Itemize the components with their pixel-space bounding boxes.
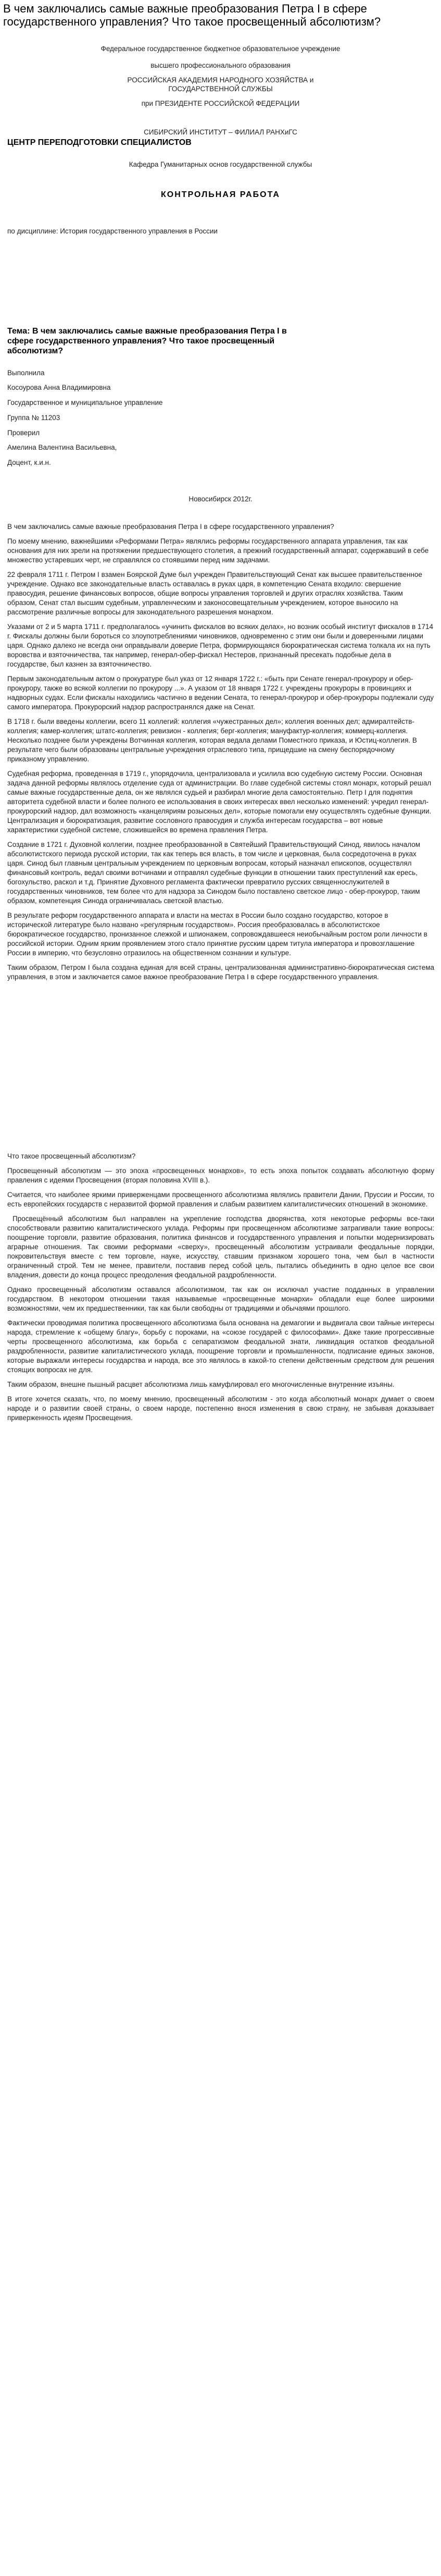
section-peter-reforms [7, 522, 434, 987]
paragraph: Таким образом, внешне пышный расцвет абсолютизма лишь камуфлировал его многочисленные внутренние изъяны. [7, 1381, 395, 1388]
page-title: В чем заключались самые важные преобразования Петра I в сфере государственного управления? Что такое просвещенный абсолютизм? [3, 2, 381, 28]
teacher-title: Доцент, к.и.н. [7, 459, 51, 466]
paragraph-question-2: Что такое просвещенный абсолютизм? [7, 1152, 136, 1160]
group-number: Группа № 11203 [7, 414, 60, 422]
org-line-4: ГОСУДАРСТВЕННОЙ СЛУЖБЫ [168, 85, 273, 93]
paragraph-conclusion: В итоге хочется сказать, что, по моему мнению, просвещенный абсолютизм - это когда абсолютный монарх думает о своем народе и о развитии своей страны, о своем народе, постепенно внося изменения в свою страну, не забывая доказывает приверженность идеям Просвещения. [7, 1395, 434, 1422]
student-name: Косоурова Анна Владимировна [7, 384, 111, 391]
org-line-1: Федеральное государственное бюджетное образовательное учреждение [100, 45, 341, 53]
paragraph-conclusion: Таким образом, Петром I была создана единая для всей страны, централизованная административно-бюрократическая система управления, в этом и заключается самое важное преобразование Петра I в сфере государственного управления. [7, 964, 434, 981]
teacher-name: Амелина Валентина Васильевна, [7, 443, 117, 451]
specialty: Государственное и муниципальное управление [7, 399, 163, 406]
org-line-2: высшего профессионального образования [150, 61, 291, 69]
paragraph: В 1718 г. были введены коллегии, всего 11 коллегий: коллегия «чужестранных дел»; коллегия военных дел; адмиралтейств-коллегия; камер-коллегия; штатс-коллегия; ревизион - коллегия; берг-коллегия; мануфактур-коллегия; коммерц-коллегия. Несколько позднее были учреждены Вотчинная коллегия, которая ведала делами Поместного приказа, и Юстиц-коллегия. В результате чего были образованы центральные учреждения отраслевого типа, прищедшие на смену беспорядочному приказному управлению. [7, 718, 417, 763]
org-line-3: РОССИЙСКАЯ АКАДЕМИЯ НАРОДНОГО ХОЗЯЙСТВА и [127, 76, 314, 84]
checked-label: Проверил [7, 429, 40, 437]
paragraph: Считается, что наиболее яркими приверженцами просвещенного абсолютизма являлись правители Дании, Пруссии и России, то есть европейских государств с неразвитой формой правления и слабым развитием капиталистических отношений в экономике. [7, 1191, 434, 1208]
org-line-5: при ПРЕЗИДЕНТЕ РОССИЙСКОЙ ФЕДЕРАЦИИ [141, 100, 300, 107]
performed-label: Выполнила [7, 369, 45, 377]
department-name: Кафедра Гуманитарных основ государственной службы [129, 161, 312, 168]
paragraph: По моему мнению, важнейшими «Реформами Петра» являлись реформы государственного аппарата управления, так как основания для них зрели на протяжении предшествующего столетия, а прежний государственный аппарат, содержавший в себе множество устаревших черт, не справлялся со стоявшими перед ним задачами. [7, 537, 429, 564]
paragraph: Просвещенный абсолютизм — это эпоха «просвещенных монархов», то есть эпоха попыток создавать абсолютную форму правления с идеями Просвещения (вторая половина XVIII в.). [7, 1167, 434, 1184]
section-enlightened-absolutism [7, 1152, 434, 1428]
paragraph: Просвещённый абсолютизм был направлен на укрепление господства дворянства, хотя некоторые реформы все-таки способствовали развитию капиталистического уклада. Реформы при просвещенном абсолютизме затрагивали такие вопросы: поощрение торговли, развитие образования, политика финансов и государственного управления и попытки модернизировать аграрные отношения. Так своими реформами «сверху», просвещенный абсолютизм устраивали феодальные порядки, покровительствуя вместе с тем торговле, науке, искусству, ставшим признаком хорошего тона, чем был в частности ограниченный строй. Тем не менее, правители, поставив перед собой цель, пытались объединить в одно целое все свои владения, довести до конца процесс преодоления феодальной раздробленности. [7, 1215, 434, 1279]
paragraph: Указами от 2 и 5 марта 1711 г. предполагалось «учинить фискалов во всяких делах», но возник особый институт фискалов в 1714 г. Фискалы должны были бороться со злоупотреблениями чиновников, одновременно с этим они были и доверенными лицами царя. Однако далеко не всегда они оправдывали доверие Петра, формирующаяся бюрократическая система толкала их на путь воровства и взяточничества, так например, генерал-обер-фискал Нестеров, признанный пресекать подобные дела в государстве, был казнен за взяточничество. [7, 623, 433, 668]
paragraph: Фактически проводимая политика просвещенного абсолютизма была основана на демагогии и выдвигала свои тайные интересы народа, стремление к «общему благу», борьбу с пороками, на «союзе государей с философами». Даже такие прогрессивные черты просвещенного абсолютизма, как борьба с сепаратизмом феодальной знати, ликвидация остатков феодальной раздробленности, развитие капиталистического уклада, поощрение торговли и промышленности, подписание единых законов, которые выражали интересы государства и народа, все это являлось в какой-то степени действенным средством для решения стоящих вопросах не для. [7, 1319, 434, 1374]
paragraph: Судебная реформа, проведенная в 1719 г., упорядочила, централизовала и усилила всю судебную систему России. Основная задача данной реформы являлось отделение суда от администрации. Во главе судебной системы стоял монарх, который решал самые важные государственные дела, он же являлся судьей и разбирал многие дела самостоятельно. Петр I для поднятия авторитета судебной власти и более полного ее использования в своих интересах ввел несколько изменений: учредил генерал-прокурорский надзор, дал возможность «канцеляриям розыскных дел», которые помогали ему осуществлять судебные функции. Централизация и бюрократизация, развитие сословного правосудия и служба интересам государства – вот новые характеристики судебной системе, сложившейся во времена правления Петра. [7, 770, 432, 834]
discipline: по дисциплине: История государственного управления в России [7, 227, 218, 235]
paragraph: Создание в 1721 г. Духовной коллегии, позднее преобразованной в Святейший Правительствующий Синод, явилось началом абсолютистского периода русской истории, так как теперь вся власть, в том числе и церковная, была сосредоточена в руках царя. Синод был главным центральным учреждением по церковным вопросам, который назначал епископов, осуществлял финансовый контроль, ведал своими вотчинами и отправлял судебные функции в отношении таких преступлений как ересь, богохульство, раскол и т.д. Принятие Духовного регламента фактически превратило русских священнослужителей в государственных чиновников, тем более что для надзора за Синодом было поставлено светское лицо - обер-прокурор, таким образом, компетенция Синода ограничивалась светской властью. [7, 841, 421, 905]
work-theme: Тема: В чем заключались самые важные преобразования Петра I в сфере государственного управления? Что такое просвещенный абсолютизм? [7, 327, 287, 355]
paragraph: В результате реформ государственного аппарата и власти на местах в России было создано государство, которое в исторической литературе было названо «регулярным государством». Россия преобразовалась в абсолютистское бюрократическое государство, пронизанное слежкой и шпионажем, сопровождавшееся неиобычайным ростом роли личности в российской истории. Одним ярким проявлением этого стало принятие русским царем титула императора и провозглашение России в империю, что безусловно отразилось на общественном сознании и культуре. [7, 911, 427, 957]
center-name: ЦЕНТР ПЕРЕПОДГОТОВКИ СПЕЦИАЛИСТОВ [7, 138, 192, 147]
paragraph-question-1: В чем заключались самые важные преобразования Петра I в сфере государственного управления? [7, 523, 334, 531]
paragraph: 22 февраля 1711 г. Петром I взамен Боярской Думе был учрежден Правительствующий Сенат как высшее правительственное учреждение. Однако все законодательные власть оставалась в руках царя, в компетенцию Сената входило: свершение правосудия, решение финансовых вопросов, общие вопросы управления торговлей и других отраслях хозяйства. Таким образом, Сенат стал высшим судебным, управленческим и законосовещательным учреждением, которое выносило на рассмотрение различные вопросы для законодательного разрешения монархом. [7, 571, 422, 616]
paragraph: Однако просвещенный абсолютизм оставался абсолютизмом, так как он исключал участие подданных в управлении государством. В некотором отношении такая называемые «просвещенные монархи» обладали еще более широкими возможностями, чем их предшественники, так как были свободны от традициями и обычаями прошлого. [7, 1286, 434, 1312]
institute-name: СИБИРСКИЙ ИНСТИТУТ – ФИЛИАЛ РАНХиГС [144, 128, 297, 136]
work-type: КОНТРОЛЬНАЯ РАБОТА [161, 190, 280, 199]
paragraph: Первым законодательным актом о прокуратуре был указ от 12 января 1722 г.: «быть при Сенате генерал-прокурору и обер-прокурору, также во всякой коллегии по прокурору ...». А указом от 18 января 1722 г. учреждены прокуроры в провинциях и надворных судах. Если фискалы находились частично в ведении Сената, то генерал-прокурор и обер-прокуроры подлежали суду самого императора. Прокурорский надзор распространялся даже на Сенат. [7, 675, 434, 711]
city-year: Новосибирск 2012г. [188, 495, 253, 503]
